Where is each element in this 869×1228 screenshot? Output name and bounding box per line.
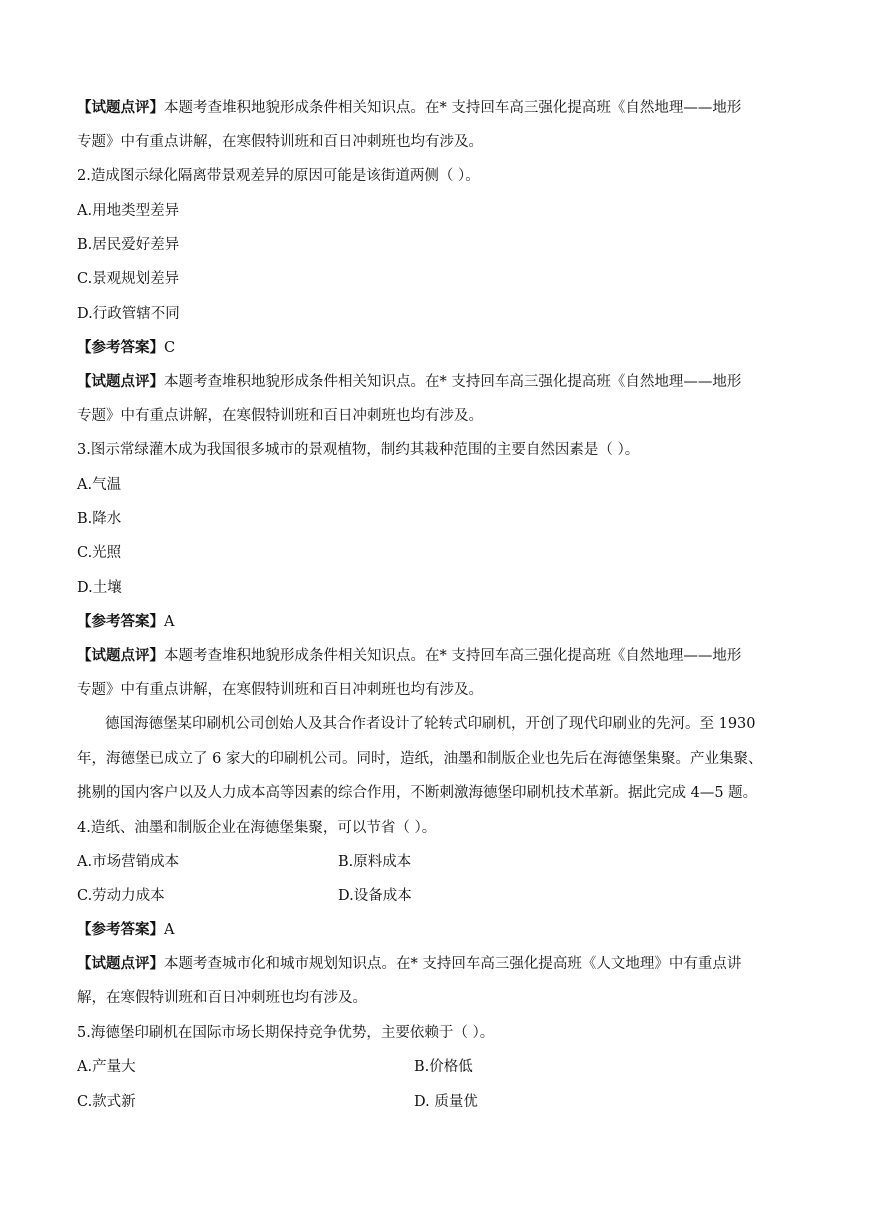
option-a: A.气温 xyxy=(77,477,122,493)
answer-line xyxy=(77,612,174,632)
option-b: B.居民爱好差异 xyxy=(77,237,180,253)
option-d: D.行政管辖不同 xyxy=(77,306,180,322)
question-stem: 5.海德堡印刷机在国际市场长期保持竞争优势，主要依赖于（ ）。 xyxy=(77,1025,495,1041)
question-stem: 4.造纸、油墨和制版企业在海德堡集聚，可以节省（ ）。 xyxy=(77,820,437,836)
passage-line: 年，海德堡已成立了 6 家大的印刷机公司。同时，造纸，油墨和制版企业也先后在海德堡集聚。产业集聚、 xyxy=(77,751,763,767)
answer-value: C xyxy=(164,340,176,356)
option-d: D. 质量优 xyxy=(414,1094,478,1110)
comment-tag: 【试题点评】 xyxy=(77,373,164,390)
option-c: C.劳动力成本 xyxy=(77,888,165,904)
answer-value: A xyxy=(164,614,175,630)
comment-line: 专题》中有重点讲解，在寒假特训班和百日冲刺班也均有涉及。 xyxy=(77,408,483,424)
answer-line xyxy=(77,920,174,940)
comment-line: 解，在寒假特训班和百日冲刺班也均有涉及。 xyxy=(77,990,367,1006)
comment-text: 本题考查堆积地貌形成条件相关知识点。在* 支持回车高三强化提高班《自然地理——地形 xyxy=(164,374,742,390)
answer-line xyxy=(77,338,175,358)
option-c: C.款式新 xyxy=(77,1094,136,1110)
comment-text: 本题考查堆积地貌形成条件相关知识点。在* 支持回车高三强化提高班《自然地理——地形 xyxy=(164,648,742,664)
option-b: B.价格低 xyxy=(414,1059,473,1075)
comment-line xyxy=(77,646,741,666)
comment-tag: 【试题点评】 xyxy=(77,99,164,116)
answer-tag: 【参考答案】 xyxy=(77,613,164,630)
comment-text: 本题考查堆积地貌形成条件相关知识点。在* 支持回车高三强化提高班《自然地理——地形 xyxy=(164,100,742,116)
passage-line: 挑剔的国内客户以及人力成本高等因素的综合作用，不断刺激海德堡印刷机技术革新。据此完成 4—5 题。 xyxy=(77,785,758,801)
answer-tag: 【参考答案】 xyxy=(77,921,164,938)
comment-text: 本题考查城市化和城市规划知识点。在* 支持回车高三强化提高班《人文地理》中有重点讲 xyxy=(164,956,742,972)
option-c: C.光照 xyxy=(77,545,122,561)
option-b: B.降水 xyxy=(77,511,122,527)
option-a: A.市场营销成本 xyxy=(77,854,180,870)
option-a: A.用地类型差异 xyxy=(77,203,180,219)
comment-line xyxy=(77,372,741,392)
option-d: D.设备成本 xyxy=(338,888,412,904)
comment-line xyxy=(77,954,741,974)
option-c: C.景观规划差异 xyxy=(77,271,180,287)
option-d: D.土壤 xyxy=(77,580,122,596)
option-b: B.原料成本 xyxy=(338,854,412,870)
comment-line xyxy=(77,98,741,118)
question-stem: 2.造成图示绿化隔离带景观差异的原因可能是该街道两侧（ ）。 xyxy=(77,168,480,184)
passage-line: 德国海德堡某印刷机公司创始人及其合作者设计了轮转式印刷机，开创了现代印刷业的先河。至 1930 xyxy=(105,716,756,732)
answer-tag: 【参考答案】 xyxy=(77,339,164,356)
comment-line: 专题》中有重点讲解，在寒假特训班和百日冲刺班也均有涉及。 xyxy=(77,682,483,698)
comment-tag: 【试题点评】 xyxy=(77,955,164,972)
answer-value: A xyxy=(164,922,175,938)
option-a: A.产量大 xyxy=(77,1059,136,1075)
question-stem: 3.图示常绿灌木成为我国很多城市的景观植物，制约其栽种范围的主要自然因素是（ ）。 xyxy=(77,442,640,458)
comment-tag: 【试题点评】 xyxy=(77,647,164,664)
comment-line: 专题》中有重点讲解，在寒假特训班和百日冲刺班也均有涉及。 xyxy=(77,134,483,150)
